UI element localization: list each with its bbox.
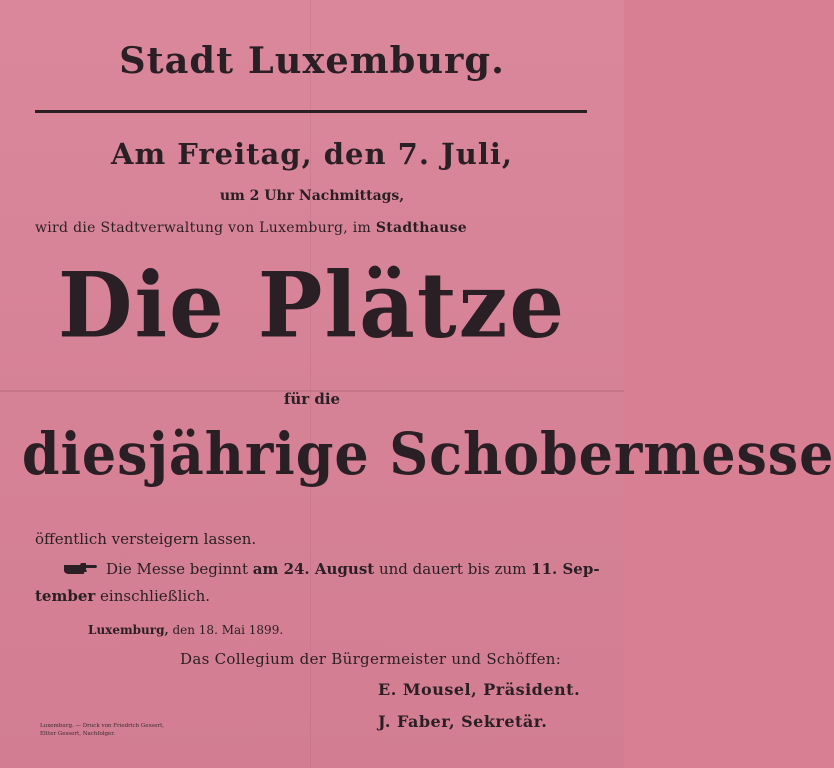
intro-bold: Stadthause — [375, 220, 467, 236]
place-name: Luxemburg, — [88, 623, 169, 637]
auction-line: öffentlich versteigern lassen. — [35, 530, 257, 548]
heading-rule — [35, 110, 587, 113]
printer-line-1: Luxemburg. — Druck von Friedrich Gessert, — [40, 723, 165, 729]
printer-imprint — [40, 722, 164, 738]
intro-line — [35, 220, 467, 236]
printer-line-2: Eltter Gessert, Nachfolger. — [40, 731, 116, 737]
pointing-hand-icon — [62, 560, 98, 580]
fair-line-1 — [62, 560, 600, 580]
fair-bold-2: 11. Sep- — [531, 560, 600, 578]
collegium-line: Das Collegium der Bürgermeister und Schöffen: — [180, 650, 562, 668]
issue-date: den 18. Mai 1899. — [168, 623, 284, 637]
fair-text-3: einschließlich. — [95, 587, 211, 605]
fair-bold-1: am 24. August — [252, 560, 375, 578]
fair-text-2: und dauert bis zum — [374, 560, 532, 578]
time-line: um 2 Uhr Nachmittags, — [219, 188, 405, 204]
connector-text: für die — [283, 390, 341, 408]
fair-line-2 — [35, 587, 210, 605]
signatory-secretary: J. Faber, Sekretär. — [378, 712, 548, 731]
fair-text-1: Die Messe beginnt — [106, 560, 253, 578]
fair-bold-3: tember — [35, 587, 96, 605]
place-date — [88, 623, 283, 637]
subject-title: diesjährige Schobermesse — [21, 420, 834, 488]
city-heading: Stadt Luxemburg. — [119, 40, 505, 82]
date-line: Am Freitag, den 7. Juli, — [111, 137, 513, 171]
intro-prefix: wird die Stadtverwaltung von Luxemburg, im — [35, 220, 376, 236]
signatory-president: E. Mousel, Präsident. — [378, 680, 581, 699]
main-title: Die Plätze — [57, 252, 567, 359]
